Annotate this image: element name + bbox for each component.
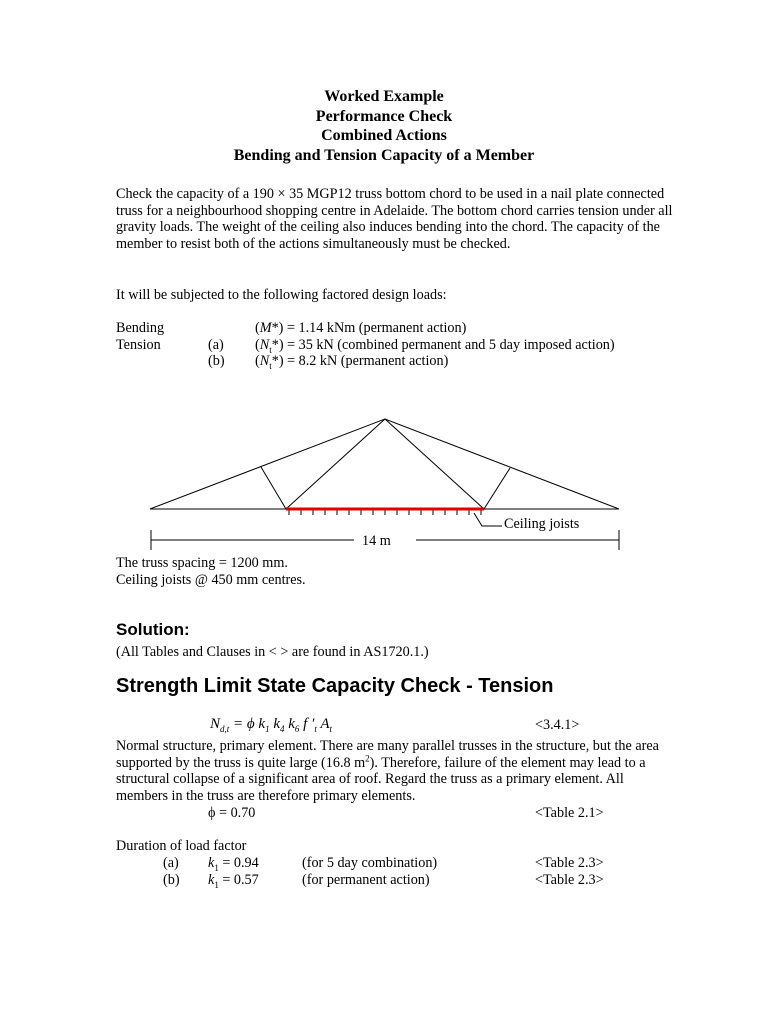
title-combined-actions: Combined Actions <box>321 127 447 144</box>
web-left-outer <box>261 467 286 509</box>
duration-row-b-ref: <Table 2.3> <box>535 872 604 888</box>
loads-intro: It will be subjected to the following factored design loads: <box>116 287 447 303</box>
truss-outline <box>150 419 619 509</box>
title-worked-example: Worked Example <box>324 88 444 105</box>
tension-b-value: $(N_t*) = 8.2$ kN (permanent action) <box>255 353 449 371</box>
k1-value-b: = 0.57 <box>218 872 259 888</box>
phi-reference: <Table 2.1> <box>535 805 604 821</box>
web-right-outer <box>484 468 510 509</box>
tension-b-text: = 8.2 kN (permanent action) <box>283 353 449 369</box>
title-bending-tension: Bending and Tension Capacity of a Member <box>233 147 535 164</box>
tension-a-label: (a) <box>208 337 224 353</box>
duration-row-b-note: (for permanent action) <box>302 872 430 888</box>
paragraph2-part-a: Normal structure, primary element. There are many parallel trusses in the structure, but the area supported by the truss is quite large (16.8 m <box>116 738 659 771</box>
equation-lhs: N <box>210 716 221 732</box>
bending-label: Bending <box>116 320 165 336</box>
bending-value-text: = 1.14 kNm (permanent action) <box>283 320 467 336</box>
duration-row-a-label: (a) <box>163 855 179 871</box>
equation-reference: <3.4.1> <box>535 717 580 733</box>
moment-symbol: M <box>259 320 272 336</box>
intro-paragraph: Check the capacity of a 190 × 35 MGP12 truss bottom chord to be used in a nail plate connected truss for a neighbourhood shopping centre in Adelaide. The bottom chord carries tension under all gravity loads. The weight of the ceiling also induces bending into the chord. The capacity of the member to resist both of the actions simultaneously must be checked. <box>116 186 673 252</box>
tension-label: Tension <box>116 337 161 353</box>
section-heading: Strength Limit State Capacity Check - Tension <box>116 675 554 697</box>
bending-value: (M*) = 1.14 kNm (permanent action) <box>255 320 467 336</box>
equation-lhs-subscript: d,t <box>220 724 230 734</box>
tension-symbol: N <box>259 353 270 369</box>
tension-a-value: $(N_t*) = 35$ kN (combined permanent and 5 day imposed action) <box>255 337 615 355</box>
ceiling-joists-label: Ceiling joists <box>504 516 580 532</box>
phi-value: ϕ = 0.70 <box>208 805 256 821</box>
duration-row-a-value: $k_1 = 0.94$ <box>208 855 259 873</box>
tension-symbol: N <box>259 337 270 353</box>
capacity-equation: $N_{d,t} = \phi$ $k_1$ $k_4$ $k_6$ f $'_t$ $A_t$ <box>210 716 333 734</box>
truss-spacing-note: The truss spacing = 1200 mm. <box>116 555 288 571</box>
duration-row-b-value: $k_1 = 0.57$ <box>208 872 259 890</box>
duration-row-a-ref: <Table 2.3> <box>535 855 604 871</box>
solution-heading: Solution: <box>116 620 190 639</box>
tension-subscript: t <box>269 360 272 371</box>
area-unit-superscript: 2 <box>365 752 370 763</box>
duration-row-a-note: (for 5 day combination) <box>302 855 438 871</box>
web-left-inner <box>286 419 385 509</box>
tension-subscript: t <box>269 344 272 355</box>
title-performance-check: Performance Check <box>315 108 453 125</box>
k1-value-a: = 0.94 <box>218 855 259 871</box>
paragraph2-part-b: ). Therefore, failure of the element may lead to a structural collapse of a significant area of roof. Regard the truss as a primary element. All members in the truss are therefore primary elements. <box>116 754 646 804</box>
duration-row-b-label: (b) <box>163 872 180 888</box>
joist-leader-line <box>474 513 502 526</box>
duration-heading: Duration of load factor <box>116 838 247 854</box>
equation-rhs-start: = ϕ k <box>229 716 266 732</box>
solution-note: (All Tables and Clauses in < > are found in AS1720.1.) <box>116 644 429 660</box>
joist-spacing-note: Ceiling joists @ 450 mm centres. <box>116 572 306 588</box>
span-label: 14 m <box>362 533 391 549</box>
tension-a-text: = 35 kN (combined permanent and 5 day imposed action) <box>283 337 615 353</box>
web-right-inner <box>385 419 484 509</box>
tension-b-label: (b) <box>208 353 225 369</box>
primary-element-paragraph <box>116 738 676 804</box>
